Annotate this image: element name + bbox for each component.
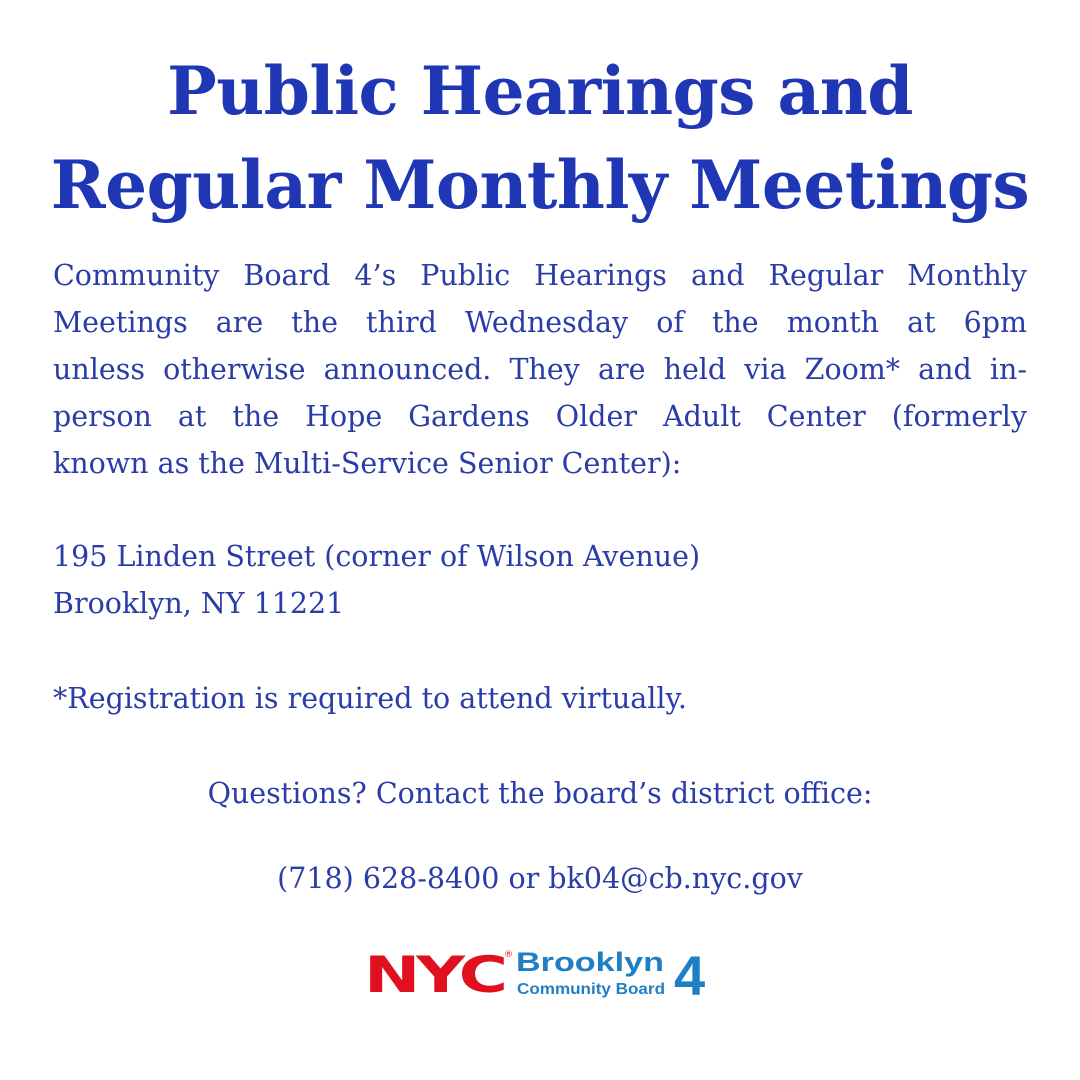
address-street: 195 Linden Street (corner of Wilson Avenue) <box>53 540 701 573</box>
title-line-2: Regular Monthly Meetings <box>50 146 1030 224</box>
nyc-brooklyn-cb4-logo <box>364 945 724 1001</box>
title-line-1: Public Hearings and <box>167 52 913 130</box>
intro-line-5: known as the Multi-Service Senior Center): <box>53 447 682 480</box>
intro-line-2: Meetings are the third Wednesday of the month at 6pm <box>53 306 1027 339</box>
address-city: Brooklyn, NY 11221 <box>53 587 345 620</box>
registered-mark: ® <box>504 950 513 960</box>
intro-paragraph <box>53 252 1027 487</box>
brooklyn-label: Brooklyn <box>516 947 664 977</box>
meeting-address <box>53 533 1027 627</box>
intro-line-3: unless otherwise announced. They are held via Zoom* and in- <box>53 353 1027 386</box>
intro-line-4: person at the Hope Gardens Older Adult Center (formerly <box>53 400 1027 433</box>
community-board-label: Community Board <box>517 981 665 998</box>
board-number: 4 <box>674 945 706 1001</box>
nyc-wordmark: NYC <box>364 946 505 1001</box>
questions-text: Questions? Contact the board’s district office: <box>207 777 873 810</box>
contact-info[interactable]: (718) 628-8400 or bk04@cb.nyc.gov <box>277 862 803 895</box>
registration-note: *Registration is required to attend virtually. <box>53 682 687 715</box>
page-title <box>0 44 1080 232</box>
intro-line-1: Community Board 4’s Public Hearings and Regular Monthly <box>53 259 1027 292</box>
